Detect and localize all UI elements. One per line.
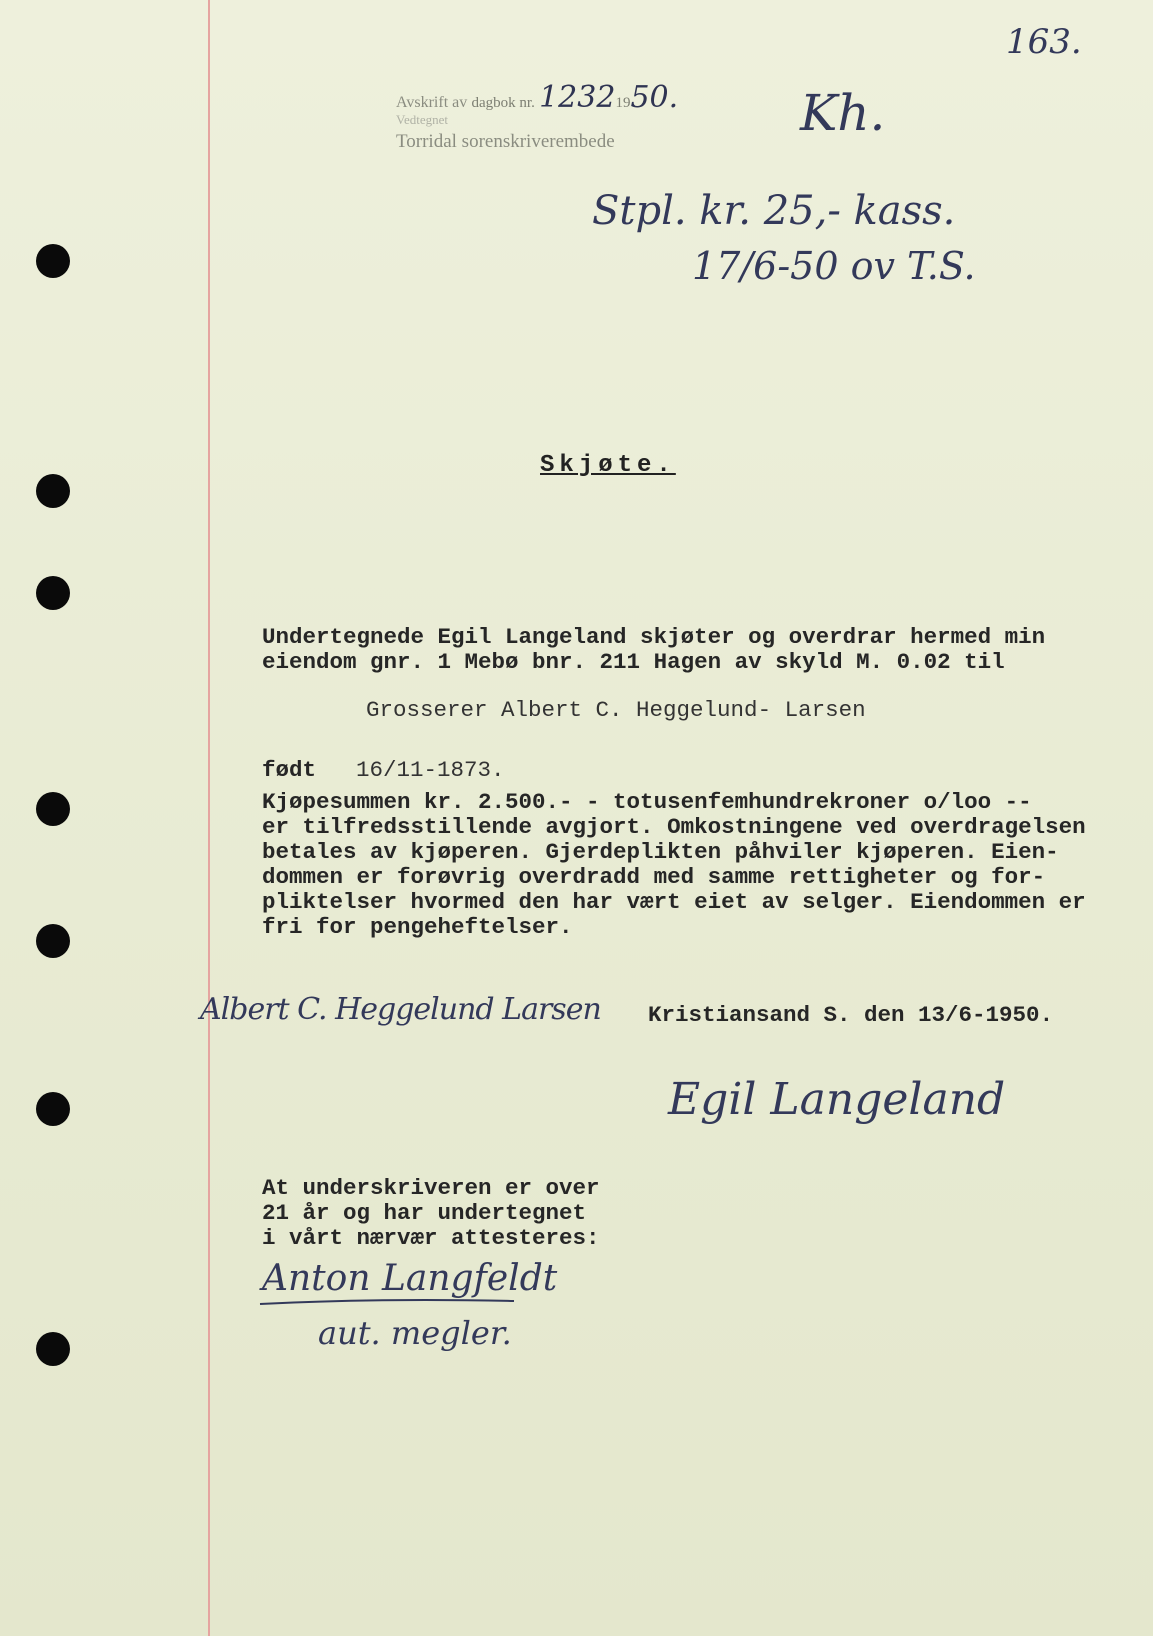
registry-stamp bbox=[396, 80, 679, 155]
paragraph-line-3: betales av kjøperen. Gjerdeplikten påhviler kjøperen. Eien- bbox=[262, 839, 1059, 865]
born-date: 16/11-1873. bbox=[356, 757, 505, 783]
stamp-year: 50. bbox=[630, 80, 679, 115]
fee-note-line-1: Stpl. kr. 25,- kass. bbox=[592, 188, 956, 234]
place-and-date: Kristiansand S. den 13/6-1950. bbox=[648, 1002, 1054, 1028]
body-paragraph bbox=[262, 790, 1122, 940]
body-intro bbox=[262, 625, 1122, 675]
paragraph-line-4: dommen er forøvrig overdradd med samme rettigheter og for- bbox=[262, 864, 1046, 890]
stamp-line-2: Vedtegnet bbox=[396, 112, 448, 127]
stamp-prefix: Avskrift av bbox=[396, 94, 468, 111]
born-label: født bbox=[262, 757, 317, 783]
stamp-year-prefix: 19 bbox=[615, 95, 631, 111]
buyer-name: Grosserer Albert C. Heggelund- Larsen bbox=[366, 697, 866, 723]
witness-signature: Anton Langfeldt bbox=[262, 1258, 558, 1299]
punch-hole-1 bbox=[36, 244, 70, 278]
witness-title: aut. megler. bbox=[318, 1314, 512, 1352]
stamp-office: Torridal sorenskriverembede bbox=[396, 131, 615, 152]
document-title: Skjøte. bbox=[540, 452, 676, 479]
attestation-line-3: i vårt nærvær attesteres: bbox=[262, 1225, 600, 1251]
attestation-line-2: 21 år og har undertegnet bbox=[262, 1200, 587, 1226]
initials: Kh. bbox=[800, 84, 886, 142]
body-line-2: eiendom gnr. 1 Mebø bnr. 211 Hagen av skyld M. 0.02 til bbox=[262, 649, 1005, 675]
signature-underline bbox=[258, 1296, 518, 1308]
punch-hole-7 bbox=[36, 1332, 70, 1366]
punch-hole-6 bbox=[36, 1092, 70, 1126]
paragraph-line-6: fri for pengeheftelser. bbox=[262, 914, 573, 940]
attestation bbox=[262, 1176, 600, 1251]
page-number: 163. bbox=[1006, 22, 1082, 62]
paragraph-line-1: Kjøpesummen kr. 2.500.- - totusenfemhundrekroner o/loo -- bbox=[262, 789, 1032, 815]
buyer-signature: Albert C. Heggelund Larsen bbox=[200, 992, 601, 1027]
stamp-dagbok-label: dagbok nr. bbox=[471, 95, 535, 111]
attestation-line-1: At underskriveren er over bbox=[262, 1175, 600, 1201]
stamp-entry-number: 1232 bbox=[539, 80, 616, 115]
paragraph-line-5: pliktelser hvormed den har vært eiet av selger. Eiendommen er bbox=[262, 889, 1086, 915]
seller-signature: Egil Langeland bbox=[668, 1074, 1006, 1125]
punch-hole-2 bbox=[36, 474, 70, 508]
body-line-1: Undertegnede Egil Langeland skjøter og overdrar hermed min bbox=[262, 624, 1046, 650]
margin-line bbox=[208, 0, 210, 1636]
punch-hole-5 bbox=[36, 924, 70, 958]
paragraph-line-2: er tilfredsstillende avgjort. Omkostningene ved overdragelsen bbox=[262, 814, 1086, 840]
fee-note-line-2: 17/6-50 ov T.S. bbox=[692, 244, 976, 288]
punch-hole-3 bbox=[36, 576, 70, 610]
punch-hole-4 bbox=[36, 792, 70, 826]
